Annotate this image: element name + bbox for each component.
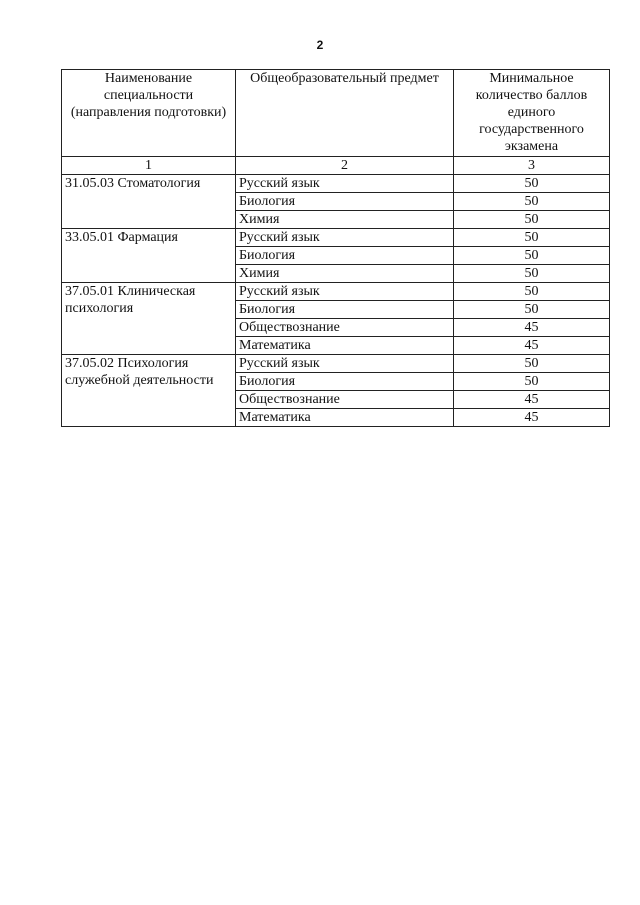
subject-cell: Русский язык bbox=[236, 229, 454, 247]
score-cell: 50 bbox=[454, 193, 610, 211]
subject-cell: Химия bbox=[236, 211, 454, 229]
score-cell: 50 bbox=[454, 211, 610, 229]
subject-cell: Химия bbox=[236, 265, 454, 283]
score-cell: 50 bbox=[454, 175, 610, 193]
admission-scores-table bbox=[61, 69, 610, 427]
column-number-row bbox=[62, 157, 610, 175]
column-number: 2 bbox=[236, 157, 454, 175]
specialty-name: 33.05.01 Фармация bbox=[62, 229, 236, 283]
header-specialty: Наименование специальности (направления подготовки) bbox=[62, 70, 236, 157]
score-cell: 50 bbox=[454, 283, 610, 301]
subject-cell: Биология bbox=[236, 301, 454, 319]
table-row bbox=[62, 355, 610, 373]
score-cell: 45 bbox=[454, 391, 610, 409]
subject-cell: Математика bbox=[236, 337, 454, 355]
column-number: 3 bbox=[454, 157, 610, 175]
score-cell: 45 bbox=[454, 409, 610, 427]
subject-cell: Обществознание bbox=[236, 319, 454, 337]
score-cell: 45 bbox=[454, 319, 610, 337]
table-row bbox=[62, 175, 610, 193]
score-cell: 50 bbox=[454, 247, 610, 265]
score-cell: 50 bbox=[454, 301, 610, 319]
subject-cell: Биология bbox=[236, 193, 454, 211]
subject-cell: Русский язык bbox=[236, 175, 454, 193]
score-cell: 50 bbox=[454, 265, 610, 283]
subject-cell: Русский язык bbox=[236, 355, 454, 373]
subject-cell: Обществознание bbox=[236, 391, 454, 409]
column-number: 1 bbox=[62, 157, 236, 175]
specialty-name: 37.05.02 Психология служебной деятельности bbox=[62, 355, 236, 427]
specialty-name: 31.05.03 Стоматология bbox=[62, 175, 236, 229]
score-cell: 50 bbox=[454, 373, 610, 391]
score-cell: 50 bbox=[454, 355, 610, 373]
score-cell: 50 bbox=[454, 229, 610, 247]
header-subject: Общеобразовательный предмет bbox=[236, 70, 454, 157]
subject-cell: Биология bbox=[236, 373, 454, 391]
table-row bbox=[62, 229, 610, 247]
page-number: 2 bbox=[316, 38, 324, 52]
subject-cell: Русский язык bbox=[236, 283, 454, 301]
specialty-name: 37.05.01 Клиническая психология bbox=[62, 283, 236, 355]
table-header-row bbox=[62, 70, 610, 157]
score-cell: 45 bbox=[454, 337, 610, 355]
subject-cell: Математика bbox=[236, 409, 454, 427]
header-min-score: Минимальное количество баллов единого государственного экзамена bbox=[454, 70, 610, 157]
subject-cell: Биология bbox=[236, 247, 454, 265]
table-row bbox=[62, 283, 610, 301]
